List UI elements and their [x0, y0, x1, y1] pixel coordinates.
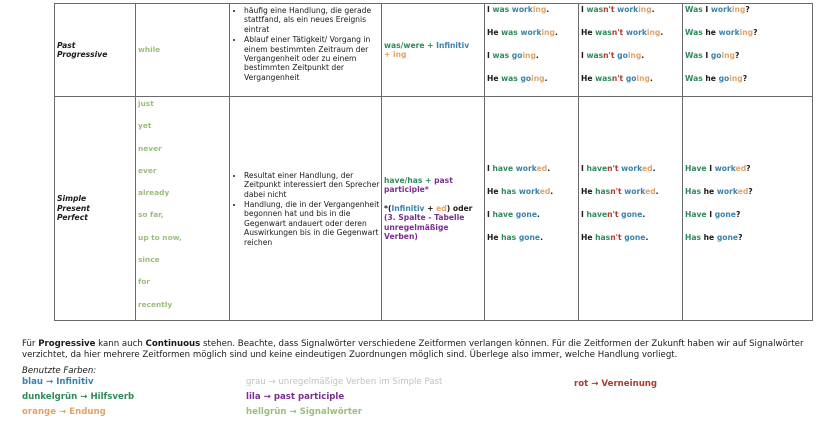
- example-part: work: [516, 187, 540, 197]
- legend-item-orange: orange → Endung: [22, 407, 106, 417]
- example-part: work: [513, 164, 537, 174]
- signal-word: so far,: [138, 210, 164, 220]
- use-cell: [230, 97, 382, 321]
- example-part: gone: [516, 233, 541, 243]
- example-part: ?: [746, 164, 751, 174]
- example-part: was: [595, 74, 612, 83]
- example-part: Was: [685, 74, 703, 83]
- tense-table: [54, 3, 813, 321]
- example-part: he: [702, 74, 719, 83]
- signal-cell: [136, 4, 230, 97]
- example-part: He: [487, 74, 502, 83]
- example-part: ed: [536, 164, 548, 174]
- example-part: n't: [611, 28, 624, 37]
- signal-word: just: [138, 99, 154, 108]
- tense-name-past-progressive: [55, 4, 136, 97]
- question-cell: [683, 4, 813, 97]
- example-part: .: [540, 233, 543, 243]
- use-item: • Ablauf einer Tätigkeit/ Vorgang in einem bestimmten Zeitraum der Vergangenheit oder zu einem bestimmten Zeitpunkt der Vergangenheit: [244, 35, 381, 82]
- example-part: was: [492, 51, 510, 60]
- example-part: ?: [748, 187, 753, 197]
- example-part: .: [546, 5, 550, 14]
- example-part: ing: [531, 74, 545, 83]
- example-part: gone: [714, 210, 736, 220]
- example-part: ing: [739, 28, 754, 37]
- example-part: .: [641, 51, 645, 60]
- example-part: ?: [753, 28, 758, 37]
- legend-item-purple: lila → past participle: [246, 392, 345, 402]
- note-bold: Continuous: [145, 339, 201, 349]
- tense-name-line: Past: [57, 40, 76, 50]
- example-part: was: [501, 74, 518, 83]
- example-part: ed: [645, 187, 656, 197]
- example-part: have: [492, 210, 514, 220]
- example-part: go: [614, 51, 628, 60]
- example-part: go: [718, 74, 730, 83]
- example-part: ing: [731, 5, 746, 14]
- example-part: has: [501, 233, 517, 243]
- example-part: was: [492, 5, 510, 14]
- example-part: go: [509, 51, 523, 60]
- question-example: [683, 185, 812, 208]
- example-part: I: [581, 164, 587, 174]
- example-part: I: [487, 210, 493, 220]
- example-part: he: [702, 28, 719, 37]
- form-infinitive: Infinitiv: [391, 203, 425, 213]
- example-part: Was: [685, 5, 703, 14]
- example-part: He: [581, 28, 596, 37]
- signal-word: ever: [138, 165, 157, 175]
- example-part: He: [487, 233, 502, 243]
- use-item: • Handlung, die in der Vergangenheit begonnen hat und bis in die Gegenwart andauert oder deren Auswirkungen bis in die Gegenwart reichen: [244, 200, 381, 247]
- positive-cell: [485, 4, 579, 97]
- positive-example: [485, 231, 578, 254]
- example-part: go: [517, 74, 532, 83]
- example-part: I: [487, 5, 493, 14]
- example-part: .: [649, 74, 653, 83]
- form-ending: ing: [393, 50, 407, 59]
- example-part: gone: [513, 210, 537, 220]
- example-part: .: [544, 74, 548, 83]
- example-part: He: [581, 233, 596, 243]
- question-example: [683, 162, 812, 185]
- positive-example: [485, 50, 578, 73]
- example-part: have: [586, 210, 608, 220]
- example-part: ing: [638, 5, 652, 14]
- form-text: *(: [384, 203, 392, 213]
- example-part: gone: [716, 233, 739, 243]
- form-ending: ed: [436, 203, 447, 213]
- example-part: .: [547, 164, 551, 174]
- example-part: n't: [603, 5, 615, 14]
- example-part: have: [492, 164, 514, 174]
- use-cell: [230, 4, 382, 97]
- example-part: He: [581, 187, 596, 197]
- example-part: Have: [685, 210, 707, 220]
- use-item: • häufig eine Handlung, die gerade stattfand, als ein neues Ereignis eintrat: [244, 6, 381, 34]
- signal-word: while: [138, 45, 161, 55]
- form-plus: +: [424, 40, 437, 50]
- example-part: work: [718, 28, 740, 37]
- example-part: He: [487, 187, 502, 197]
- example-part: work: [714, 164, 736, 174]
- tense-name-line: Present: [57, 203, 90, 213]
- example-part: has: [501, 187, 517, 197]
- example-part: ed: [539, 187, 551, 197]
- explanation-note: [22, 339, 822, 362]
- positive-example: [485, 73, 578, 96]
- example-part: I: [702, 51, 711, 60]
- form-plus: +: [384, 50, 394, 59]
- example-part: n't: [611, 74, 624, 83]
- tense-name-present-perfect: [55, 97, 136, 321]
- signal-word: since: [138, 255, 160, 265]
- example-part: I: [706, 210, 715, 220]
- example-part: work: [623, 28, 647, 37]
- positive-example: [485, 4, 578, 27]
- example-part: was: [586, 5, 604, 14]
- signal-word: yet: [138, 121, 152, 131]
- example-part: n't: [610, 187, 622, 197]
- example-part: I: [487, 164, 493, 174]
- example-part: .: [645, 233, 649, 243]
- example-part: ?: [745, 5, 750, 14]
- use-item: • Resultat einer Handlung, der Zeitpunkt interessiert den Sprecher dabei nicht: [244, 171, 381, 199]
- form-cell: [382, 97, 485, 321]
- positive-example: [485, 27, 578, 50]
- note-text: Für: [22, 339, 39, 349]
- positive-example: [485, 162, 578, 185]
- example-part: ing: [721, 51, 735, 60]
- example-part: work: [716, 187, 738, 197]
- tense-name-line: Perfect: [57, 213, 88, 223]
- legend-item-light-green: hellgrün → Signalwörter: [246, 407, 363, 417]
- example-part: gone: [621, 233, 646, 243]
- example-part: Was: [685, 28, 703, 37]
- signal-word: recently: [138, 299, 173, 309]
- legend-item-grey: grau → unregelmäßige Verben im Simple Past: [246, 377, 443, 387]
- example-part: work: [618, 164, 642, 174]
- example-part: was: [586, 51, 604, 60]
- example-part: ed: [737, 187, 749, 197]
- negative-example: [579, 185, 682, 208]
- example-part: ing: [646, 28, 661, 37]
- question-example: [683, 231, 812, 254]
- example-part: ed: [735, 164, 747, 174]
- signal-word: already: [138, 188, 170, 198]
- positive-example: [485, 208, 578, 231]
- example-part: .: [655, 187, 659, 197]
- legend-item-dark-green: dunkelgrün → Hilfsverb: [22, 392, 135, 402]
- example-part: ?: [738, 233, 743, 243]
- example-part: Has: [685, 233, 701, 243]
- form-text: ) oder: [446, 203, 473, 213]
- signal-word: up to now,: [138, 232, 182, 242]
- example-part: .: [642, 210, 646, 220]
- note-text: kann auch: [95, 339, 146, 349]
- legend-item-blue: blau → Infinitiv: [22, 377, 94, 387]
- example-part: gone: [618, 210, 643, 220]
- example-part: ?: [734, 51, 740, 60]
- example-part: work: [614, 5, 639, 14]
- example-part: ing: [532, 5, 547, 14]
- example-part: .: [536, 210, 540, 220]
- form-irregular-note: (3. Spalte - Tabelle unregelmäßige Verben): [384, 213, 465, 241]
- example-part: ing: [729, 74, 743, 83]
- positive-cell: [485, 97, 579, 321]
- example-part: has: [595, 233, 611, 243]
- example-part: was: [595, 28, 612, 37]
- example-part: .: [652, 164, 656, 174]
- example-part: work: [517, 28, 542, 37]
- form-infinitive: Infinitiv: [436, 40, 470, 50]
- negative-example: [579, 73, 682, 96]
- example-part: have: [586, 164, 608, 174]
- example-part: I: [581, 210, 587, 220]
- form-plus: +: [422, 175, 435, 185]
- example-part: work: [710, 5, 732, 14]
- example-part: ing: [522, 51, 536, 60]
- negative-example: [579, 231, 682, 254]
- negative-example: [579, 4, 682, 27]
- signal-cell: [136, 97, 230, 321]
- question-example: [683, 27, 812, 50]
- signal-word: for: [138, 277, 150, 287]
- form-auxiliary: have/has: [384, 175, 423, 185]
- legend-item-red: rot → Verneinung: [574, 379, 658, 389]
- question-example: [683, 73, 812, 96]
- note-bold: Progressive: [38, 339, 96, 349]
- example-part: n't: [603, 51, 615, 60]
- example-part: go: [710, 51, 722, 60]
- example-part: ?: [742, 74, 748, 83]
- example-part: I: [581, 51, 587, 60]
- example-part: Have: [685, 164, 707, 174]
- example-part: work: [509, 5, 533, 14]
- example-part: n't: [607, 164, 619, 174]
- question-example: [683, 208, 812, 231]
- table-row-present-perfect: [55, 97, 813, 321]
- signal-word: never: [138, 143, 162, 153]
- example-part: was: [501, 28, 518, 37]
- example-part: n't: [610, 233, 622, 243]
- example-part: .: [660, 28, 664, 37]
- example-part: go: [623, 74, 637, 83]
- example-part: Has: [685, 187, 701, 197]
- negative-example: [579, 50, 682, 73]
- legend-title: Benutzte Farben:: [22, 366, 97, 376]
- example-part: ?: [735, 210, 741, 220]
- tense-name-line: Simple: [57, 194, 87, 204]
- example-part: I: [706, 164, 715, 174]
- example-part: I: [702, 5, 711, 14]
- form-auxiliary: was/were: [384, 40, 425, 50]
- form-plus: +: [424, 203, 437, 213]
- negative-example: [579, 208, 682, 231]
- example-part: He: [487, 28, 502, 37]
- positive-example: [485, 185, 578, 208]
- negative-cell: [579, 4, 683, 97]
- example-part: .: [554, 28, 558, 37]
- form-past-participle: past participle*: [384, 175, 453, 194]
- example-part: work: [621, 187, 646, 197]
- example-part: he: [701, 187, 717, 197]
- example-part: .: [550, 187, 554, 197]
- example-part: ing: [541, 28, 555, 37]
- tense-name-line: Progressive: [57, 50, 108, 59]
- negative-example: [579, 162, 682, 185]
- negative-cell: [579, 97, 683, 321]
- form-cell: [382, 4, 485, 97]
- example-part: I: [581, 5, 587, 14]
- example-part: .: [535, 51, 539, 60]
- example-part: ing: [636, 74, 650, 83]
- example-part: he: [701, 233, 717, 243]
- negative-example: [579, 27, 682, 50]
- example-part: ing: [627, 51, 642, 60]
- example-part: He: [581, 74, 596, 83]
- example-part: I: [487, 51, 493, 60]
- example-part: n't: [607, 210, 619, 220]
- question-example: [683, 50, 812, 73]
- example-part: .: [651, 5, 655, 14]
- table-row-past-progressive: [55, 4, 813, 97]
- example-part: has: [595, 187, 611, 197]
- note-text: stehen. Beachte, dass Signalwörter verschiedene Zeitformen verlangen können. Für die Zeitformen der Zukunft haben wir auf Signalwörter verzichtet, da hier mehrere Zeitformen möglich sind und keine eindeutigen Zuordnungen möglich sind. Überlege also immer, welche Handlung vorliegt.: [22, 339, 804, 361]
- example-part: ed: [641, 164, 653, 174]
- question-example: [683, 4, 812, 27]
- question-cell: [683, 97, 813, 321]
- example-part: Was: [685, 51, 703, 60]
